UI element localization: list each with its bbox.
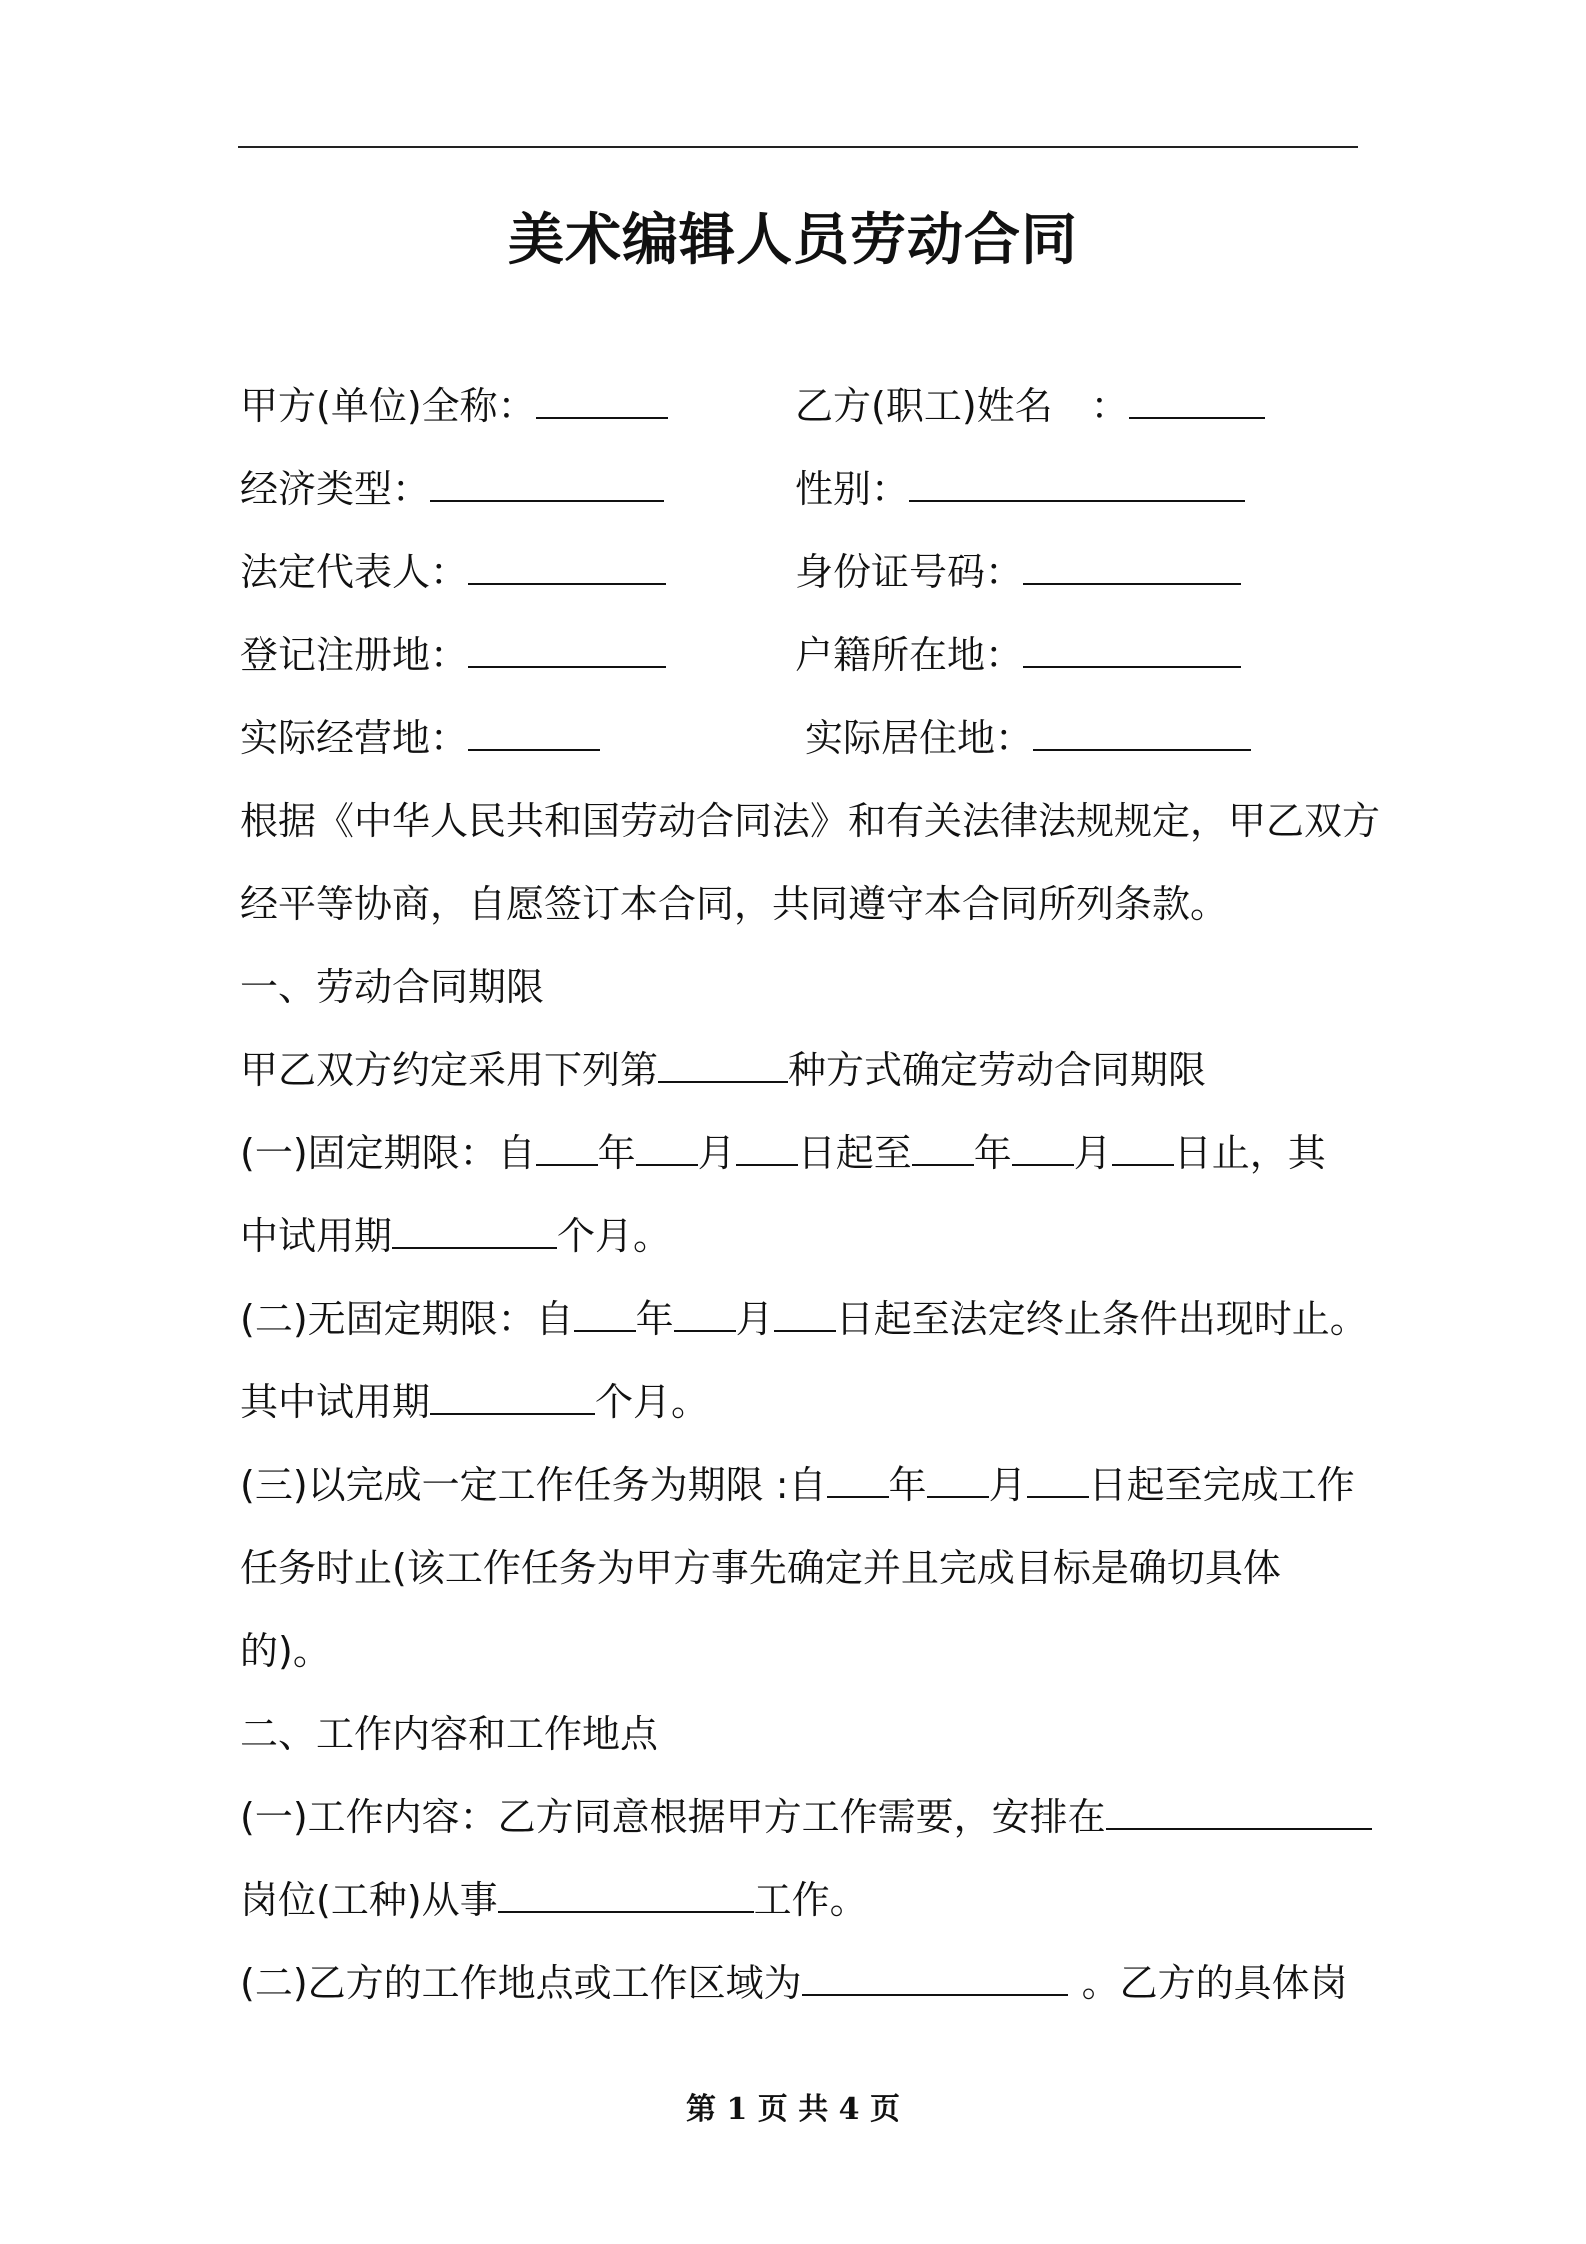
gender-label: 性别： [795, 467, 910, 511]
preamble-line: 经平等协商，自愿签订本合同，共同遵守本合同所列条款。 [240, 882, 1229, 926]
work-content-text: (一)工作内容：乙方同意根据甲方工作需要，安排在 [240, 1795, 1106, 1839]
position-blank[interactable] [1106, 1794, 1372, 1830]
work-content-text: 岗位(工种)从事 [240, 1878, 498, 1922]
work-place-line [240, 1959, 1348, 2007]
residence-label: 实际居住地： [805, 716, 1034, 760]
party-row [795, 548, 1241, 596]
trial-period-blank[interactable] [430, 1379, 595, 1415]
work-content-line [240, 1876, 868, 1924]
unit-text: 日起至 [797, 1131, 912, 1175]
party-row [805, 714, 1251, 762]
registered-place-label: 登记注册地： [240, 633, 469, 677]
work-place-blank[interactable] [802, 1960, 1068, 1996]
economic-type-label: 经济类型： [240, 467, 431, 511]
unit-text: 月 [988, 1463, 1027, 1507]
legal-rep-blank[interactable] [468, 549, 666, 585]
work-place-text: 。乙方的具体岗 [1081, 1961, 1348, 2005]
unit-text: 月 [735, 1297, 774, 1341]
work-content-text: 工作。 [753, 1878, 868, 1922]
section-heading: 二、工作内容和工作地点 [240, 1712, 659, 1756]
id-number-blank[interactable] [1023, 549, 1241, 585]
unit-text: 年 [635, 1297, 674, 1341]
start-year-blank[interactable] [827, 1462, 889, 1498]
party-row [240, 465, 664, 513]
trial-period-blank[interactable] [392, 1213, 557, 1249]
party-row [795, 465, 1245, 513]
header-rule [238, 146, 1358, 148]
preamble-line: 根据《中华人民共和国劳动合同法》和有关法律法规规定，甲乙双方 [240, 799, 1381, 843]
document-title: 美术编辑人员劳动合同 [508, 208, 1078, 273]
fixed-term-line [240, 1129, 1326, 1177]
start-day-blank[interactable] [774, 1296, 836, 1332]
term-method-text: 甲乙双方约定采用下列第 [240, 1048, 659, 1092]
trial-label: 其中试用期 [240, 1380, 431, 1424]
party-row [240, 714, 600, 762]
household-place-label: 户籍所在地： [795, 633, 1024, 677]
start-month-blank[interactable] [636, 1130, 698, 1166]
start-month-blank[interactable] [927, 1462, 989, 1498]
business-place-blank[interactable] [468, 715, 600, 751]
open-term-line [240, 1295, 1368, 1343]
party-row [240, 548, 666, 596]
party-row [240, 631, 666, 679]
party-a-name-blank[interactable] [536, 383, 668, 419]
end-month-blank[interactable] [1012, 1130, 1074, 1166]
trial-unit: 个月。 [557, 1214, 672, 1258]
page-number: 第 1 页 共 4 页 [686, 2092, 900, 2127]
start-year-blank[interactable] [536, 1130, 598, 1166]
end-year-blank[interactable] [912, 1130, 974, 1166]
unit-text: 年 [973, 1131, 1012, 1175]
open-term-label: (二)无固定期限：自 [240, 1297, 574, 1341]
trial-unit: 个月。 [595, 1380, 710, 1424]
unit-text: 日起至完成工作 [1088, 1463, 1355, 1507]
task-term-line [240, 1461, 1355, 1509]
unit-text: 年 [597, 1131, 636, 1175]
open-trial-line [240, 1378, 709, 1426]
party-row [795, 382, 1265, 430]
work-place-text: (二)乙方的工作地点或工作区域为 [240, 1961, 802, 2005]
task-term-line: 的)。 [240, 1629, 331, 1673]
unit-text: 日起至法定终止条件出现时止。 [835, 1297, 1368, 1341]
trial-label: 中试用期 [240, 1214, 393, 1258]
household-place-blank[interactable] [1023, 632, 1241, 668]
unit-text: 日止，其 [1173, 1131, 1326, 1175]
unit-text: 月 [697, 1131, 736, 1175]
term-method-text: 种方式确定劳动合同期限 [788, 1048, 1207, 1092]
unit-text: 月 [1073, 1131, 1112, 1175]
work-content-line [240, 1793, 1372, 1841]
task-term-line: 任务时止(该工作任务为甲方事先确定并且完成目标是确切具体 [240, 1546, 1281, 1590]
section-heading: 一、劳动合同期限 [240, 965, 545, 1009]
unit-text: 年 [888, 1463, 927, 1507]
legal-rep-label: 法定代表人： [240, 550, 469, 594]
residence-blank[interactable] [1033, 715, 1251, 751]
task-term-label: (三)以完成一定工作任务为期限 :自 [240, 1463, 827, 1507]
fixed-trial-line [240, 1212, 671, 1260]
party-b-name-label: 乙方(职工)姓名 ： [795, 384, 1129, 428]
start-day-blank[interactable] [1027, 1462, 1089, 1498]
fixed-term-label: (一)固定期限：自 [240, 1131, 536, 1175]
gender-blank[interactable] [909, 466, 1245, 502]
end-day-blank[interactable] [1112, 1130, 1174, 1166]
party-a-name-label: 甲方(单位)全称： [240, 384, 536, 428]
term-method-line [240, 1046, 1206, 1094]
party-row [240, 382, 668, 430]
party-row [795, 631, 1241, 679]
id-number-label: 身份证号码： [795, 550, 1024, 594]
economic-type-blank[interactable] [430, 466, 664, 502]
business-place-label: 实际经营地： [240, 716, 469, 760]
start-month-blank[interactable] [674, 1296, 736, 1332]
term-method-blank[interactable] [658, 1047, 788, 1083]
job-duty-blank[interactable] [498, 1877, 754, 1913]
party-b-name-blank[interactable] [1129, 383, 1265, 419]
registered-place-blank[interactable] [468, 632, 666, 668]
start-year-blank[interactable] [574, 1296, 636, 1332]
start-day-blank[interactable] [736, 1130, 798, 1166]
